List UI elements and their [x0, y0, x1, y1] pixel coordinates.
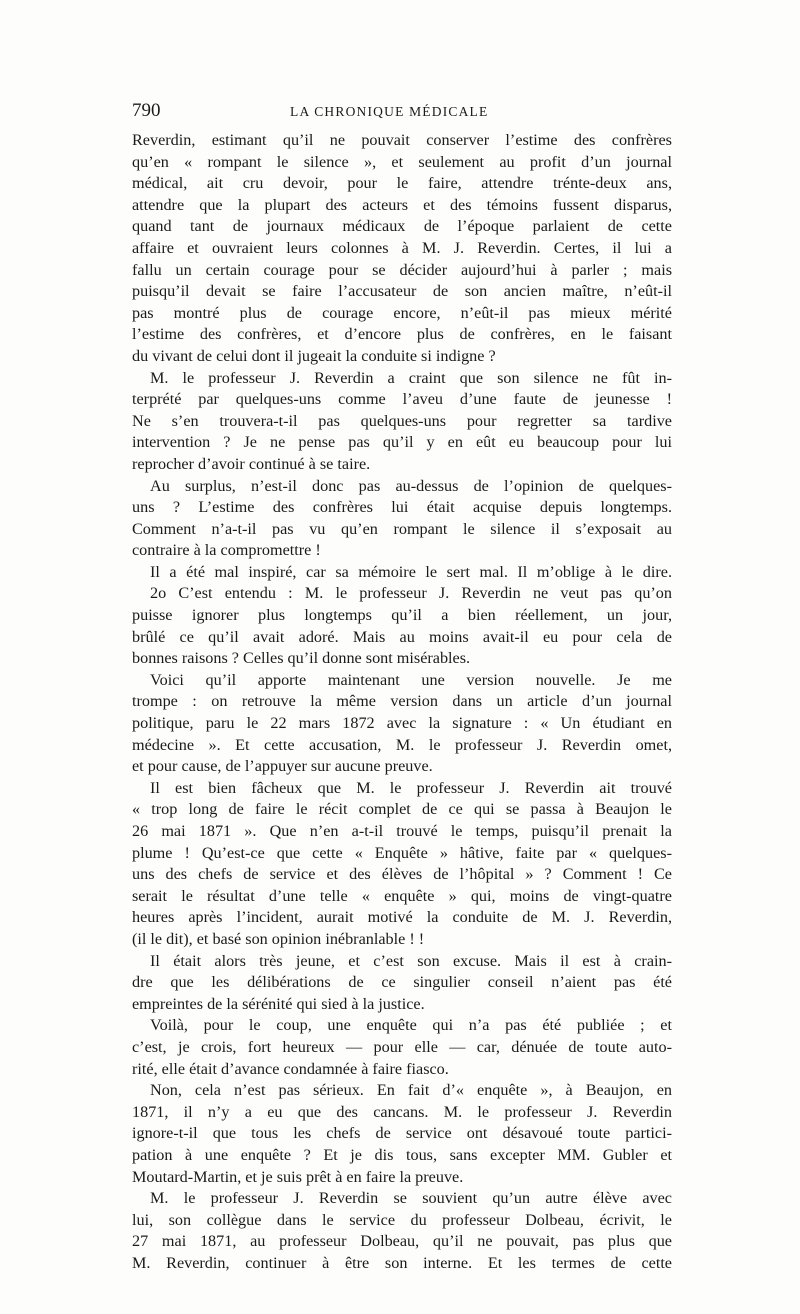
- text-line: Au surplus, n’est-il donc pas au-dessus de l’opinion de quelques-: [150, 476, 672, 495]
- text-line: puisse ignorer plus longtemps qu’il a bien réellement, un jour,: [132, 606, 672, 625]
- text-line: 27 mai 1871, au professeur Dolbeau, qu’il ne pouvait, pas plus que: [132, 1232, 672, 1251]
- text-line: dre que les délibérations de ce singulier conseil n’aient pas été: [132, 973, 672, 992]
- text-line: plume ! Qu’est-ce que cette « Enquête » hâtive, faite par « quelques-: [132, 843, 672, 862]
- text-line: c’est, je crois, fort heureux — pour elle — car, dénuée de toute auto-: [132, 1037, 672, 1056]
- text-line: ignore-t-il que tous les chefs de service ont désavoué toute partici-: [132, 1124, 672, 1143]
- text-line: Comment n’a-t-il pas vu qu’en rompant le silence il s’exposait au: [132, 519, 672, 538]
- text-line: rité, elle était d’avance condamnée à faire fiasco.: [132, 1059, 449, 1078]
- text-line: affaire et ouvraient leurs colonnes à M. J. Reverdin. Certes, il lui a: [132, 238, 672, 257]
- text-line: politique, paru le 22 mars 1872 avec la signature : « Un étudiant en: [132, 714, 672, 733]
- text-line: attendre que la plupart des acteurs et des témoins fussent disparus,: [132, 195, 672, 214]
- text-line: Non, cela n’est pas sérieux. En fait d’« enquête », à Beaujon, en: [150, 1081, 672, 1100]
- page-header: [132, 100, 672, 130]
- text-line: 1871, il n’y a eu que des cancans. M. le professeur J. Reverdin: [132, 1102, 672, 1121]
- text-line: pas montré plus de courage encore, n’eût-il pas mieux mérité: [132, 303, 672, 322]
- text-line: et pour cause, de l’appuyer sur aucune preuve.: [132, 757, 433, 776]
- text-line: l’estime des confrères, et d’encore plus de confrères, en le faisant: [132, 325, 672, 344]
- text-line: Reverdin, estimant qu’il ne pouvait conserver l’estime des confrères: [132, 131, 672, 149]
- text-line: empreintes de la sérénité qui sied à la justice.: [132, 994, 425, 1013]
- text-line: uns ? L’estime des confrères lui était acquise depuis longtemps.: [132, 498, 672, 517]
- text-line: bonnes raisons ? Celles qu’il donne sont misérables.: [132, 649, 471, 668]
- text-line: qu’en « rompant le silence », et seulement au profit d’un journal: [132, 152, 672, 171]
- text-line: Voilà, pour le coup, une enquête qui n’a pas été publiée ; et: [150, 1016, 672, 1035]
- text-line: terprété par quelques-uns comme l’aveu d’une faute de jeunesse !: [132, 390, 672, 409]
- text-line: Voici qu’il apporte maintenant une version nouvelle. Je me: [150, 670, 672, 689]
- text-line: lui, son collègue dans le service du professeur Dolbeau, écrivit, le: [132, 1210, 672, 1229]
- text-line: M. Reverdin, continuer à être son interne. Et les termes de cette: [132, 1253, 672, 1272]
- body-text: [132, 130, 672, 1274]
- text-line: pation à une enquête ? Et je dis tous, sans excepter MM. Gubler et: [132, 1145, 672, 1164]
- text-line: du vivant de celui dont il jugeait la conduite si indigne ?: [132, 346, 496, 365]
- text-line: Il était alors très jeune, et c’est son excuse. Mais il est à crain-: [150, 951, 672, 970]
- text-line: fallu un certain courage pour se décider aujourd’hui à parler ; mais: [132, 260, 672, 279]
- text-line: Ne s’en trouvera-t-il pas quelques-uns pour regretter sa tardive: [132, 411, 672, 430]
- text-line: Il a été mal inspiré, car sa mémoire le sert mal. Il m’oblige à le dire.: [150, 562, 672, 581]
- text-line: brûlé ce qu’il avait adoré. Mais au moins avait-il eu pour cela de: [132, 627, 672, 646]
- text-line: quand tant de journaux médicaux de l’époque parlaient de cette: [132, 217, 672, 236]
- text-line: reprocher d’avoir continué à se taire.: [132, 454, 371, 473]
- text-line: intervention ? Je ne pense pas qu’il y en eût eu beaucoup pour lui: [132, 433, 672, 452]
- text-line: Il est bien fâcheux que M. le professeur J. Reverdin ait trouvé: [150, 778, 672, 797]
- text-line: médical, ait cru devoir, pour le faire, attendre trénte-deux ans,: [132, 174, 672, 193]
- text-line: puisqu’il devait se faire l’accusateur de son ancien maître, n’eût-il: [132, 282, 672, 301]
- text-line: médecine ». Et cette accusation, M. le professeur J. Reverdin omet,: [132, 735, 672, 754]
- text-line: (il le dit), et basé son opinion inébranlable ! !: [132, 929, 425, 948]
- text-line: M. le professeur J. Reverdin se souvient qu’un autre élève avec: [150, 1189, 672, 1208]
- text-line: « trop long de faire le récit complet de ce qui se passa à Beaujon le: [132, 800, 672, 819]
- text-line: serait le résultat d’une telle « enquête » qui, moins de vingt-quatre: [132, 886, 672, 905]
- text-line: trompe : on retrouve la même version dans un article d’un journal: [132, 692, 672, 711]
- text-line: 2o C’est entendu : M. le professeur J. Reverdin ne veut pas qu’on: [150, 584, 672, 603]
- page-number: 790: [132, 100, 161, 121]
- text-line: uns des chefs de service et des élèves de l’hôpital » ? Comment ! Ce: [132, 865, 672, 884]
- text-line: Moutard-Martin, et je suis prêt à en faire la preuve.: [132, 1167, 464, 1186]
- text-line: 26 mai 1871 ». Que n’en a-t-il trouvé le temps, puisqu’il prenait la: [132, 822, 672, 840]
- text-line: contraire à la compromettre !: [132, 541, 321, 560]
- text-line: M. le professeur J. Reverdin a craint que son silence ne fût in-: [150, 368, 672, 387]
- text-line: heures après l’incident, aurait motivé la conduite de M. J. Reverdin,: [132, 908, 672, 927]
- running-title: LA CHRONIQUE MÉDICALE: [290, 104, 489, 119]
